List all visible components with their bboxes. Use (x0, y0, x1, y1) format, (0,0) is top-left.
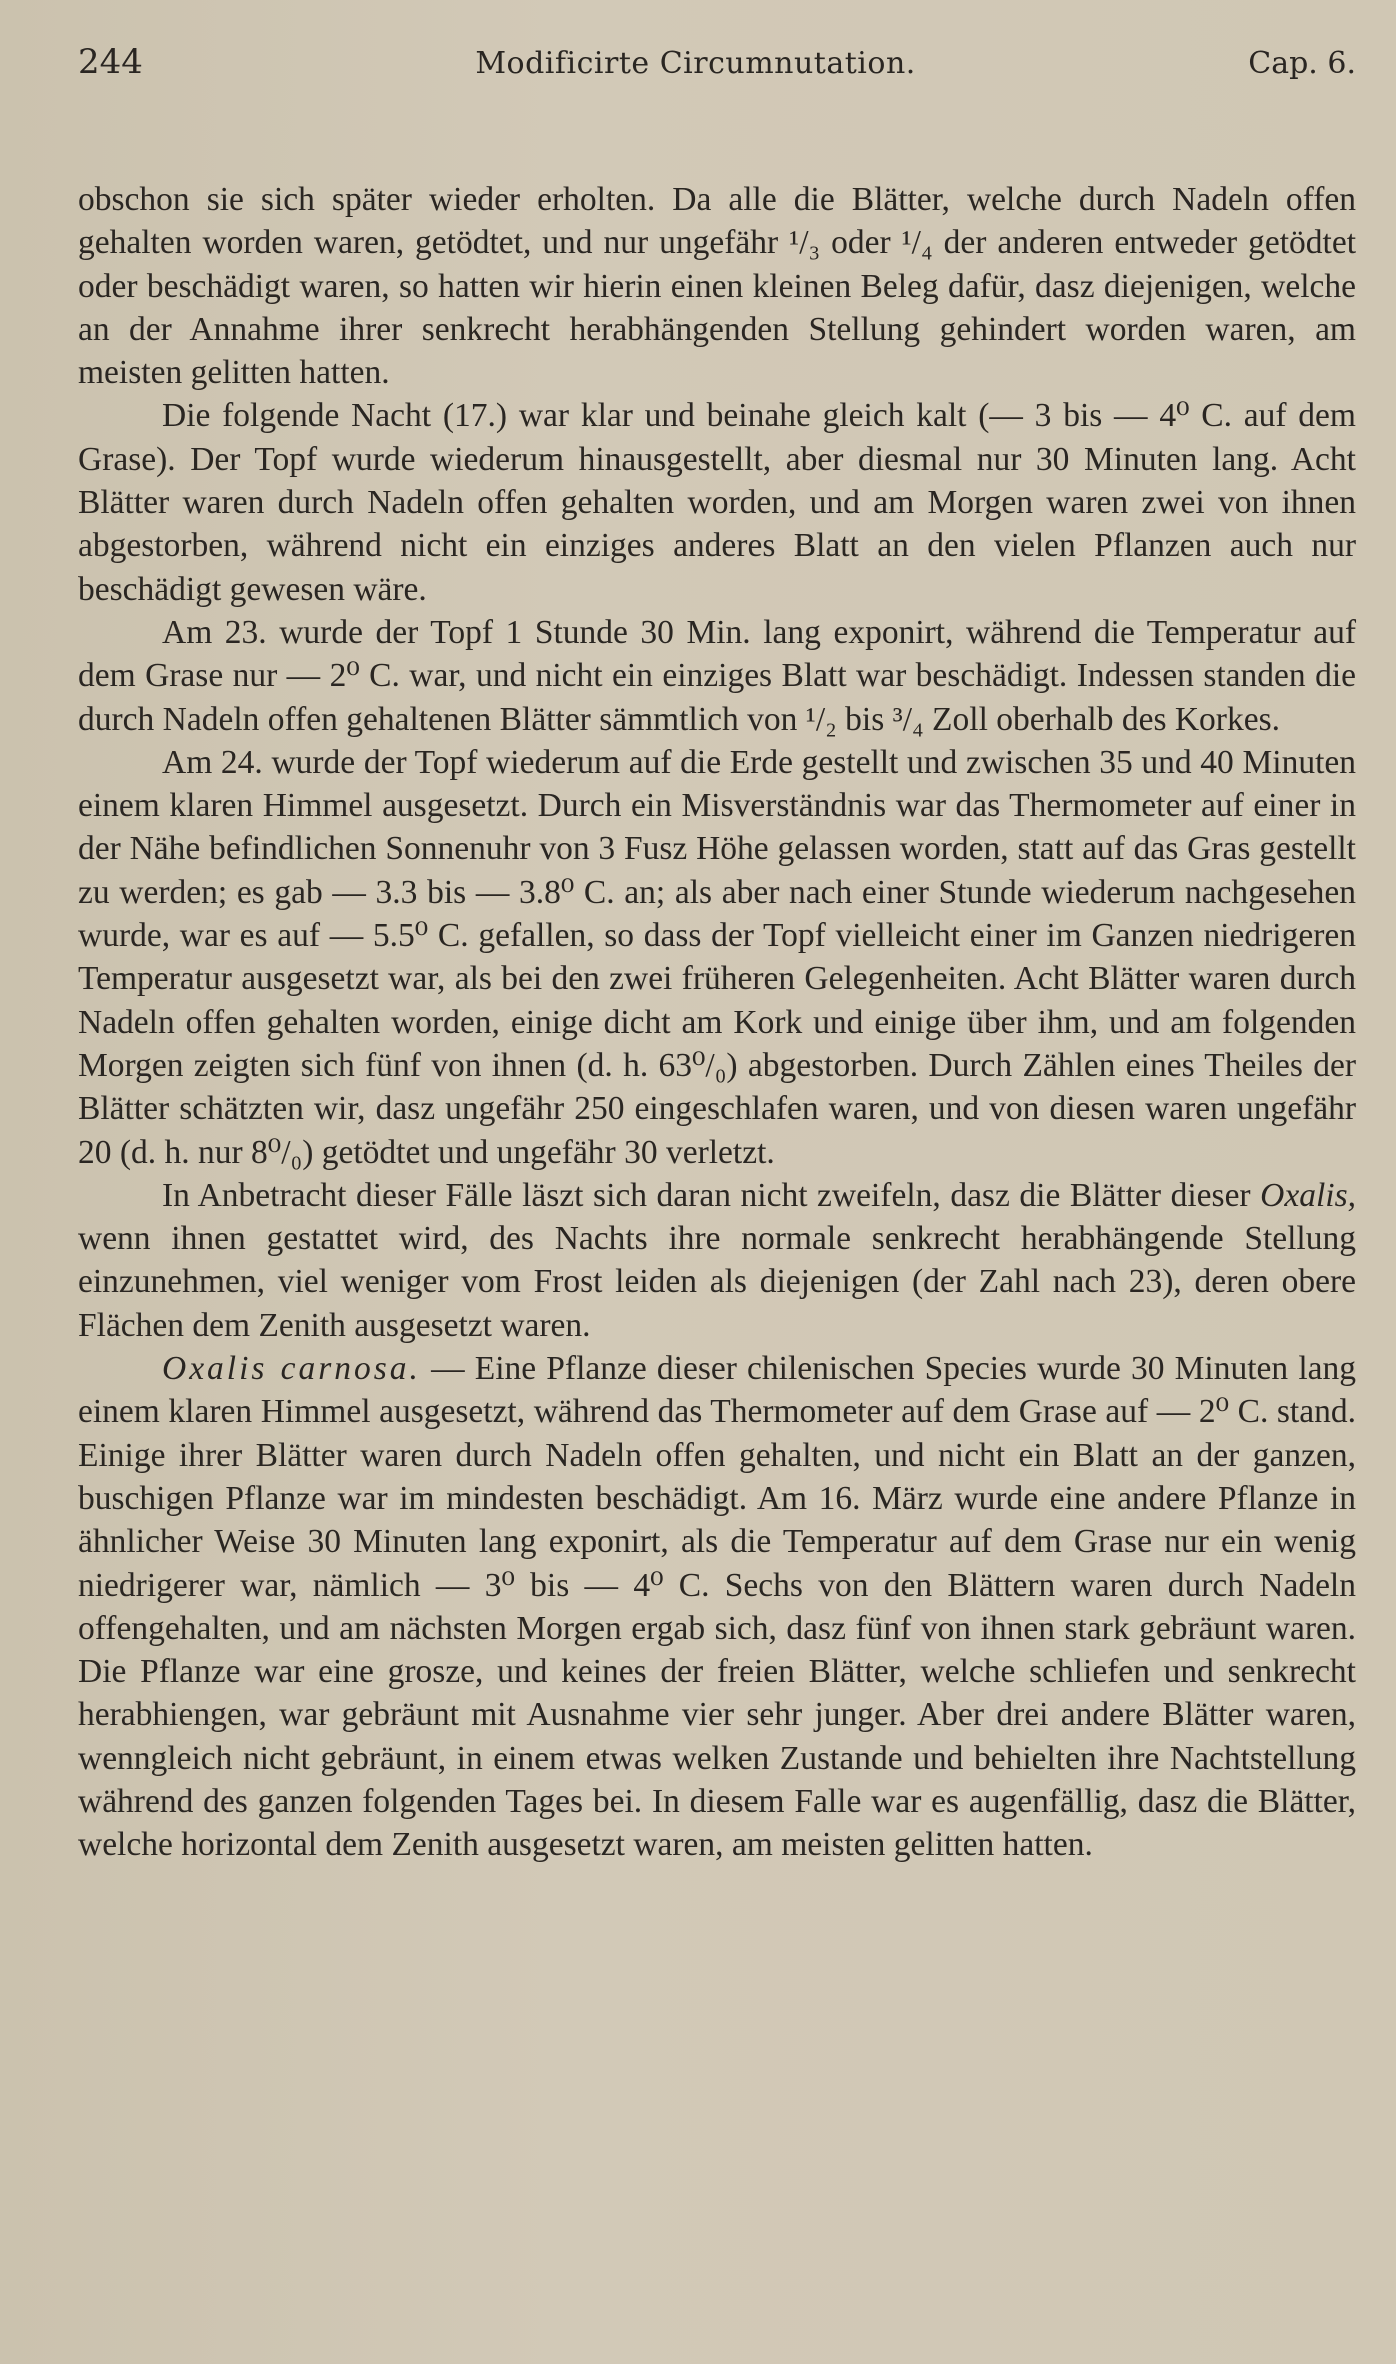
paragraph-5-text-before: In Anbetracht dieser Fälle läszt sich daran nicht zweifeln, dasz die Blätter dieser (162, 1176, 1261, 1214)
paragraph-1: obschon sie sich später wieder erholten. Da alle die Blätter, welche durch Nadeln offen gehalten worden waren, getödtet, und nur ungefähr ¹/₃ oder ¹/₄ der anderen entweder getödtet oder beschädigt waren, so hatten wir hierin einen kleinen Beleg dafür, dasz diejenigen, welche an der Annahme ihrer senkrecht herabhängenden Stellung gehindert worden waren, am meisten gelitten hatten. (78, 181, 1356, 392)
paragraph-5 (78, 1174, 1356, 1347)
species-name-oxalis: Oxalis, (1260, 1176, 1356, 1214)
running-title: Modificirte Circumnutation. (475, 46, 916, 81)
paragraph-4: Am 24. wurde der Topf wiederum auf die Erde gestellt und zwischen 35 und 40 Minuten einem klaren Himmel ausgesetzt. Durch ein Misverständnis war das Thermometer auf einer in der Nähe befindlichen Sonnenuhr von 3 Fusz Höhe gelassen worden, statt auf das Gras gestellt zu werden; es gab — 3.3 bis — 3.8⁰ C. an; als aber nach einer Stunde wiederum nachgesehen wurde, war es auf — 5.5⁰ C. gefallen, so dass der Topf vielleicht einer im Ganzen niedrigeren Temperatur ausgesetzt war, als bei den zwei früheren Gelegenheiten. Acht Blätter waren durch Nadeln offen gehalten worden, einige dicht am Kork und einige über ihm, und am folgenden Morgen zeigten sich fünf von ihnen (d. h. 63⁰/₀) abgestorben. Durch Zählen eines Theiles der Blätter schätzten wir, dasz ungefähr 250 eingeschlafen waren, und von diesen waren ungefähr 20 (d. h. nur 8⁰/₀) getödtet und ungefähr 30 verletzt. (78, 743, 1356, 1171)
chapter-label: Cap. 6. (1248, 46, 1356, 81)
body-text (78, 178, 1356, 1867)
species-name-oxalis-carnosa: Oxalis carnosa. (162, 1350, 421, 1388)
paragraph-2: Die folgende Nacht (17.) war klar und beinahe gleich kalt (— 3 bis — 4⁰ C. auf dem Grase). Der Topf wurde wiederum hinausgestellt, aber diesmal nur 30 Minuten lang. Acht Blätter waren durch Nadeln offen gehalten worden, und am Morgen waren zwei von ihnen abgestorben, während nicht ein einziges anderes Blatt an den vielen Pflanzen auch nur beschädigt gewesen wäre. (78, 397, 1356, 608)
paragraph-6-text: — Eine Pflanze dieser chilenischen Species wurde 30 Minuten lang einem klaren Himmel ausgesetzt, während das Thermometer auf dem Grase auf — 2⁰ C. stand. Einige ihrer Blätter waren durch Nadeln offen gehalten, und nicht ein Blatt an der ganzen, buschigen Pflanze war im mindesten beschädigt. Am 16. März wurde eine andere Pflanze in ähnlicher Weise 30 Minuten lang exponirt, als die Temperatur auf dem Grase nur ein wenig niedrigerer war, nämlich — 3⁰ bis — 4⁰ C. Sechs von den Blättern waren durch Nadeln offengehalten, und am nächsten Morgen ergab sich, dasz fünf von ihnen stark gebräunt waren. Die Pflanze war eine grosze, und keines der freien Blätter, welche schliefen und senkrecht herabhiengen, war gebräunt mit Ausnahme vier sehr junger. Aber drei andere Blätter waren, wenngleich nicht gebräunt, in einem etwas welken Zustande und behielten ihre Nachtstellung während des ganzen folgenden Tages bei. In diesem Falle war es augenfällig, dasz die Blätter, welche horizontal dem Zenith ausgesetzt waren, am meisten gelitten hatten. (78, 1350, 1356, 1864)
page-number: 244 (78, 42, 143, 82)
paragraph-5-text-after: wenn ihnen gestattet wird, des Nachts ihre normale senkrecht herabhängende Stellung einzunehmen, viel weniger vom Frost leiden als diejenigen (der Zahl nach 23), deren obere Flächen dem Zenith ausgesetzt waren. (78, 1220, 1356, 1344)
running-header (78, 42, 1356, 98)
paragraph-6 (78, 1347, 1356, 1867)
paragraph-3: Am 23. wurde der Topf 1 Stunde 30 Min. lang exponirt, während die Temperatur auf dem Grase nur — 2⁰ C. war, und nicht ein einziges Blatt war beschädigt. Indessen standen die durch Nadeln offen gehaltenen Blätter sämmtlich von ¹/₂ bis ³/₄ Zoll oberhalb des Korkes. (78, 613, 1356, 738)
